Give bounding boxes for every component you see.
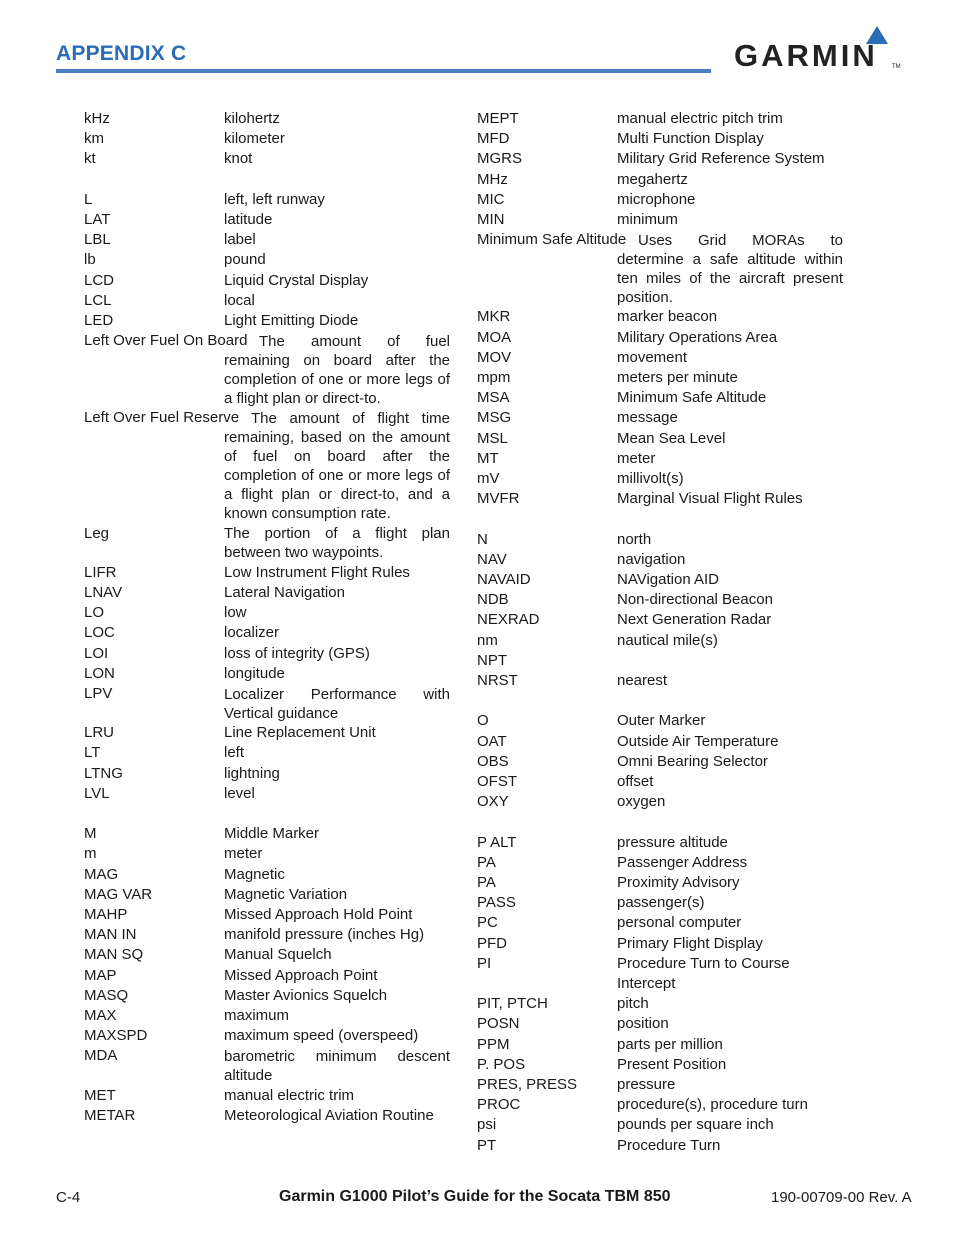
glossary-entry <box>84 784 450 804</box>
glossary-definition: barometric minimum descent altitude <box>224 1048 450 1085</box>
glossary-definition: Liquid Crystal Display <box>224 271 369 289</box>
glossary-entry <box>477 307 843 327</box>
glossary-definition: Light Emitting Diode <box>224 312 359 330</box>
glossary-definition: Missed Approach Point <box>224 966 378 984</box>
glossary-term: PPM <box>477 1035 510 1053</box>
glossary-entry <box>84 844 450 864</box>
glossary-term: OFST <box>477 773 517 791</box>
glossary-entry <box>477 1035 843 1055</box>
glossary-definition: meters per minute <box>617 369 738 387</box>
glossary-term: OAT <box>477 732 507 750</box>
glossary-term: kHz <box>84 110 110 127</box>
glossary-definition: Outside Air Temperature <box>617 732 779 750</box>
glossary-entry <box>477 328 843 348</box>
glossary-entry <box>477 994 843 1014</box>
glossary-term: PASS <box>477 894 516 912</box>
glossary-entry <box>84 271 450 291</box>
glossary-entry <box>477 610 843 630</box>
glossary-entry <box>477 129 843 149</box>
glossary-term: LCD <box>84 271 115 289</box>
glossary-term: MGRS <box>477 150 522 168</box>
glossary-definition: longitude <box>224 664 285 682</box>
abbreviation-list-left <box>84 109 450 1126</box>
glossary-term: LT <box>84 744 101 762</box>
glossary-term: LVL <box>84 784 110 802</box>
glossary-term: LOI <box>84 644 109 662</box>
glossary-entry <box>477 489 843 509</box>
glossary-entry <box>477 1055 843 1075</box>
glossary-term: MOV <box>477 348 512 366</box>
glossary-term: Minimum Safe Altitude <box>477 231 627 249</box>
glossary-term: LTNG <box>84 764 123 782</box>
glossary-entry <box>84 1106 450 1126</box>
glossary-definition: maximum speed (overspeed) <box>224 1027 419 1045</box>
glossary-entry <box>84 1026 450 1046</box>
glossary-term: PT <box>477 1136 497 1154</box>
glossary-definition: Uses Grid MORAs to determine a safe altitude within ten miles of the aircraft present position. <box>617 231 843 306</box>
glossary-definition: knot <box>224 150 253 168</box>
glossary-definition: position <box>617 1015 669 1033</box>
glossary-entry <box>477 833 843 853</box>
glossary-entry <box>84 644 450 664</box>
glossary-entry <box>477 1095 843 1115</box>
glossary-definition: passenger(s) <box>617 894 705 912</box>
glossary-definition: Minimum Safe Altitude <box>617 389 767 407</box>
glossary-entry <box>84 109 450 129</box>
glossary-definition <box>617 651 843 671</box>
glossary-term: MAN IN <box>84 926 137 944</box>
glossary-definition: Military Grid Reference System <box>617 150 825 168</box>
glossary-definition: millivolt(s) <box>617 470 684 488</box>
glossary-entry <box>84 623 450 643</box>
glossary-entry <box>84 925 450 945</box>
glossary-entry <box>84 966 450 986</box>
glossary-term: MAP <box>84 966 117 984</box>
glossary-entry <box>477 1014 843 1034</box>
glossary-definition: pound <box>224 251 266 269</box>
glossary-definition: personal computer <box>617 914 742 932</box>
glossary-definition: manifold pressure (inches Hg) <box>224 926 425 944</box>
glossary-entry <box>84 1086 450 1106</box>
glossary-term: LO <box>84 604 105 622</box>
glossary-entry <box>84 210 450 230</box>
glossary-entry <box>84 311 450 331</box>
glossary-definition: Procedure Turn <box>617 1136 721 1154</box>
glossary-entry <box>84 905 450 925</box>
glossary-entry <box>84 945 450 965</box>
glossary-entry <box>477 934 843 954</box>
glossary-term: MHz <box>477 170 508 188</box>
glossary-term: LNAV <box>84 583 123 601</box>
glossary-definition: marker beacon <box>617 308 718 326</box>
glossary-term: LON <box>84 664 115 682</box>
glossary-entry <box>477 109 843 129</box>
glossary-definition: Proximity Advisory <box>617 874 740 892</box>
glossary-term: MAXSPD <box>84 1027 148 1045</box>
glossary-term: NAV <box>477 550 507 568</box>
glossary-definition: Omni Bearing Selector <box>617 752 768 770</box>
glossary-term: MAG <box>84 865 119 883</box>
glossary-definition: movement <box>617 348 688 366</box>
glossary-term: MAX <box>84 1007 117 1025</box>
glossary-entry <box>477 348 843 368</box>
glossary-entry <box>84 824 450 844</box>
glossary-term: OXY <box>477 793 509 811</box>
glossary-term: MSG <box>477 409 512 427</box>
glossary-term: NDB <box>477 591 509 609</box>
glossary-term: NPT <box>477 651 507 669</box>
glossary-definition: NAVigation AID <box>617 571 720 589</box>
glossary-term: MAHP <box>84 906 128 923</box>
glossary-term: MDA <box>84 1047 118 1065</box>
glossary-term: MIC <box>477 190 505 208</box>
glossary-definition: Next Generation Radar <box>617 611 772 629</box>
glossary-definition: Non-directional Beacon <box>617 591 773 609</box>
glossary-term: PC <box>477 914 498 932</box>
glossary-entry <box>84 743 450 763</box>
glossary-entry <box>84 723 450 743</box>
glossary-entry <box>84 603 450 623</box>
glossary-definition: Line Replacement Unit <box>224 724 376 742</box>
glossary-definition: pressure altitude <box>617 833 728 851</box>
glossary-term: NEXRAD <box>477 611 540 629</box>
glossary-term: Left Over Fuel On Board <box>84 332 248 350</box>
garmin-logo <box>734 26 899 76</box>
glossary-definition: Procedure Turn to Course Intercept <box>617 954 790 993</box>
glossary-entry <box>477 210 843 230</box>
glossary-definition: Master Avionics Squelch <box>224 986 388 1004</box>
glossary-definition: Primary Flight Display <box>617 934 763 952</box>
glossary-entry <box>477 190 843 210</box>
glossary-term: LCL <box>84 291 112 309</box>
glossary-term: MET <box>84 1086 116 1104</box>
glossary-definition: Outer Marker <box>617 712 706 730</box>
glossary-definition: message <box>617 409 678 427</box>
glossary-entry <box>477 570 843 590</box>
glossary-definition: Localizer Performance with Vertical guidance <box>224 685 450 722</box>
glossary-entry <box>477 449 843 469</box>
glossary-term: nm <box>477 631 498 649</box>
glossary-entry <box>477 1115 843 1135</box>
glossary-definition: left, left runway <box>224 190 325 208</box>
glossary-entry <box>84 149 450 169</box>
glossary-entry <box>477 530 843 550</box>
glossary-term: OBS <box>477 752 509 770</box>
glossary-term: NRST <box>477 672 518 690</box>
glossary-term: mpm <box>477 369 511 387</box>
glossary-definition: local <box>224 291 255 309</box>
glossary-definition: level <box>224 784 255 802</box>
glossary-entry <box>477 913 843 933</box>
document-revision: 190-00709-00 Rev. A <box>771 1189 912 1206</box>
glossary-entry <box>477 752 843 772</box>
glossary-entry <box>84 291 450 311</box>
glossary-term: PRES, PRESS <box>477 1076 578 1094</box>
glossary-term: mV <box>477 470 500 488</box>
glossary-term: O <box>477 712 489 730</box>
glossary-entry <box>84 986 450 1006</box>
glossary-term: POSN <box>477 1015 520 1033</box>
glossary-definition: kilohertz <box>224 110 280 127</box>
glossary-term: PFD <box>477 934 507 952</box>
glossary-entry <box>477 631 843 651</box>
glossary-term: PROC <box>477 1096 521 1114</box>
appendix-title: APPENDIX C <box>56 42 187 65</box>
logo-trademark: TM <box>892 64 901 70</box>
glossary-definition: pounds per square inch <box>617 1116 774 1134</box>
header-rule <box>56 69 711 73</box>
glossary-definition: parts per million <box>617 1035 723 1053</box>
glossary-definition: pressure <box>617 1076 676 1094</box>
glossary-entry <box>84 885 450 905</box>
glossary-definition: kilometer <box>224 130 285 148</box>
glossary-definition: low <box>224 604 247 622</box>
glossary-term: MAN SQ <box>84 946 144 964</box>
glossary-term: M <box>84 825 97 843</box>
glossary-definition: procedure(s), procedure turn <box>617 1096 808 1114</box>
glossary-definition: loss of integrity (GPS) <box>224 644 370 662</box>
glossary-term: MSA <box>477 389 510 407</box>
glossary-term: L <box>84 190 93 208</box>
glossary-term: P ALT <box>477 833 517 851</box>
glossary-entry <box>477 1136 843 1156</box>
glossary-definition: offset <box>617 773 654 791</box>
glossary-entry <box>84 408 450 523</box>
glossary-entry <box>84 684 450 723</box>
glossary-entry <box>84 865 450 885</box>
glossary-definition: minimum <box>617 211 678 229</box>
glossary-term: lb <box>84 251 96 269</box>
glossary-term: m <box>84 845 97 863</box>
glossary-entry <box>477 792 843 812</box>
glossary-entry <box>84 664 450 684</box>
glossary-term: MFD <box>477 130 510 148</box>
glossary-definition: The amount of fuel remaining on board after the completion of one or more legs of a flight plan or direct-to. <box>224 332 450 407</box>
glossary-definition: The amount of flight time remaining, based on the amount of fuel on board after the completion of one or more legs of a flight plan or direct-to, and a known consumption rate. <box>224 410 450 522</box>
glossary-term: LOC <box>84 624 115 642</box>
glossary-entry <box>477 230 843 307</box>
glossary-term: MIN <box>477 211 505 229</box>
glossary-entry <box>477 711 843 731</box>
glossary-term: Left Over Fuel Reserve <box>84 409 240 427</box>
glossary-entry <box>84 250 450 270</box>
glossary-definition: Magnetic Variation <box>224 885 348 903</box>
glossary-entry <box>84 1046 450 1085</box>
glossary-definition: Missed Approach Hold Point <box>224 906 413 923</box>
glossary-definition: meter <box>617 449 656 467</box>
page-number: C-4 <box>56 1189 81 1206</box>
glossary-term: LIFR <box>84 563 117 581</box>
glossary-term: PA <box>477 874 496 892</box>
glossary-definition: maximum <box>224 1007 290 1025</box>
glossary-term: MEPT <box>477 110 519 127</box>
glossary-entry <box>477 873 843 893</box>
glossary-entry <box>477 772 843 792</box>
glossary-definition: megahertz <box>617 170 688 188</box>
glossary-entry <box>84 764 450 784</box>
glossary-term: MSL <box>477 429 508 447</box>
glossary-definition: Military Operations Area <box>617 328 778 346</box>
glossary-entry <box>84 129 450 149</box>
glossary-definition: localizer <box>224 624 280 642</box>
glossary-definition: manual electric trim <box>224 1086 355 1104</box>
glossary-entry <box>477 651 843 671</box>
glossary-definition: nautical mile(s) <box>617 631 718 649</box>
glossary-entry <box>477 954 843 994</box>
glossary-definition: navigation <box>617 550 686 568</box>
glossary-entry <box>84 190 450 210</box>
glossary-entry <box>477 469 843 489</box>
glossary-term: MOA <box>477 328 512 346</box>
glossary-definition: Marginal Visual Flight Rules <box>617 490 803 508</box>
glossary-definition: The portion of a flight plan between two waypoints. <box>224 525 450 562</box>
glossary-entry <box>477 893 843 913</box>
glossary-definition: nearest <box>617 672 668 690</box>
glossary-entry <box>477 732 843 752</box>
glossary-term: PIT, PTCH <box>477 995 548 1013</box>
glossary-definition: Passenger Address <box>617 853 748 871</box>
glossary-term: NAVAID <box>477 571 531 589</box>
glossary-term: P. POS <box>477 1055 526 1073</box>
glossary-entry <box>84 1006 450 1026</box>
glossary-definition: label <box>224 231 256 249</box>
glossary-term: MT <box>477 449 499 467</box>
glossary-definition: left <box>224 744 245 762</box>
glossary-entry <box>477 590 843 610</box>
glossary-entry <box>477 550 843 570</box>
glossary-definition: manual electric pitch trim <box>617 110 783 127</box>
glossary-entry <box>477 388 843 408</box>
abbreviation-list-right <box>477 109 843 1156</box>
glossary-term: LRU <box>84 724 115 742</box>
glossary-term: kt <box>84 150 96 168</box>
glossary-definition: latitude <box>224 211 273 228</box>
document-title: Garmin G1000 Pilot’s Guide for the Socata TBM 850 <box>279 1188 671 1205</box>
glossary-entry <box>84 583 450 603</box>
glossary-term: PI <box>477 954 492 972</box>
glossary-term: psi <box>477 1116 497 1134</box>
glossary-definition: Middle Marker <box>224 825 320 843</box>
glossary-definition: Magnetic <box>224 865 285 883</box>
glossary-definition: Meteorological Aviation Routine <box>224 1106 434 1124</box>
glossary-entry <box>477 368 843 388</box>
glossary-term: N <box>477 530 488 548</box>
glossary-term: MAG VAR <box>84 885 153 903</box>
glossary-term: MKR <box>477 308 511 326</box>
glossary-entry <box>84 524 450 563</box>
logo-wordmark: GARMIN <box>734 38 878 73</box>
glossary-definition: pitch <box>617 995 649 1013</box>
glossary-definition: Mean Sea Level <box>617 429 726 447</box>
glossary-term: MASQ <box>84 986 129 1004</box>
glossary-term: LED <box>84 312 114 330</box>
glossary-definition: Low Instrument Flight Rules <box>224 563 410 581</box>
glossary-entry <box>477 853 843 873</box>
glossary-entry <box>84 563 450 583</box>
glossary-term: LAT <box>84 211 111 228</box>
glossary-definition: Manual Squelch <box>224 946 332 964</box>
glossary-term: MVFR <box>477 490 520 508</box>
glossary-entry <box>477 170 843 190</box>
glossary-entry <box>477 671 843 691</box>
glossary-term: km <box>84 130 104 148</box>
glossary-entry <box>477 1075 843 1095</box>
glossary-definition: Multi Function Display <box>617 130 764 148</box>
glossary-term: Leg <box>84 524 110 542</box>
glossary-entry <box>84 230 450 250</box>
glossary-entry <box>477 149 843 169</box>
glossary-entry <box>477 429 843 449</box>
glossary-definition: oxygen <box>617 793 666 811</box>
glossary-entry <box>477 408 843 428</box>
glossary-entry <box>84 331 450 408</box>
glossary-definition: north <box>617 530 652 548</box>
glossary-definition: Present Position <box>617 1055 727 1073</box>
glossary-definition: Lateral Navigation <box>224 583 345 601</box>
glossary-term: LPV <box>84 685 113 702</box>
glossary-term: LBL <box>84 231 111 249</box>
glossary-definition: lightning <box>224 764 280 782</box>
glossary-term: METAR <box>84 1106 136 1124</box>
glossary-definition: meter <box>224 845 263 863</box>
glossary-definition: microphone <box>617 190 696 208</box>
glossary-term: PA <box>477 853 496 871</box>
